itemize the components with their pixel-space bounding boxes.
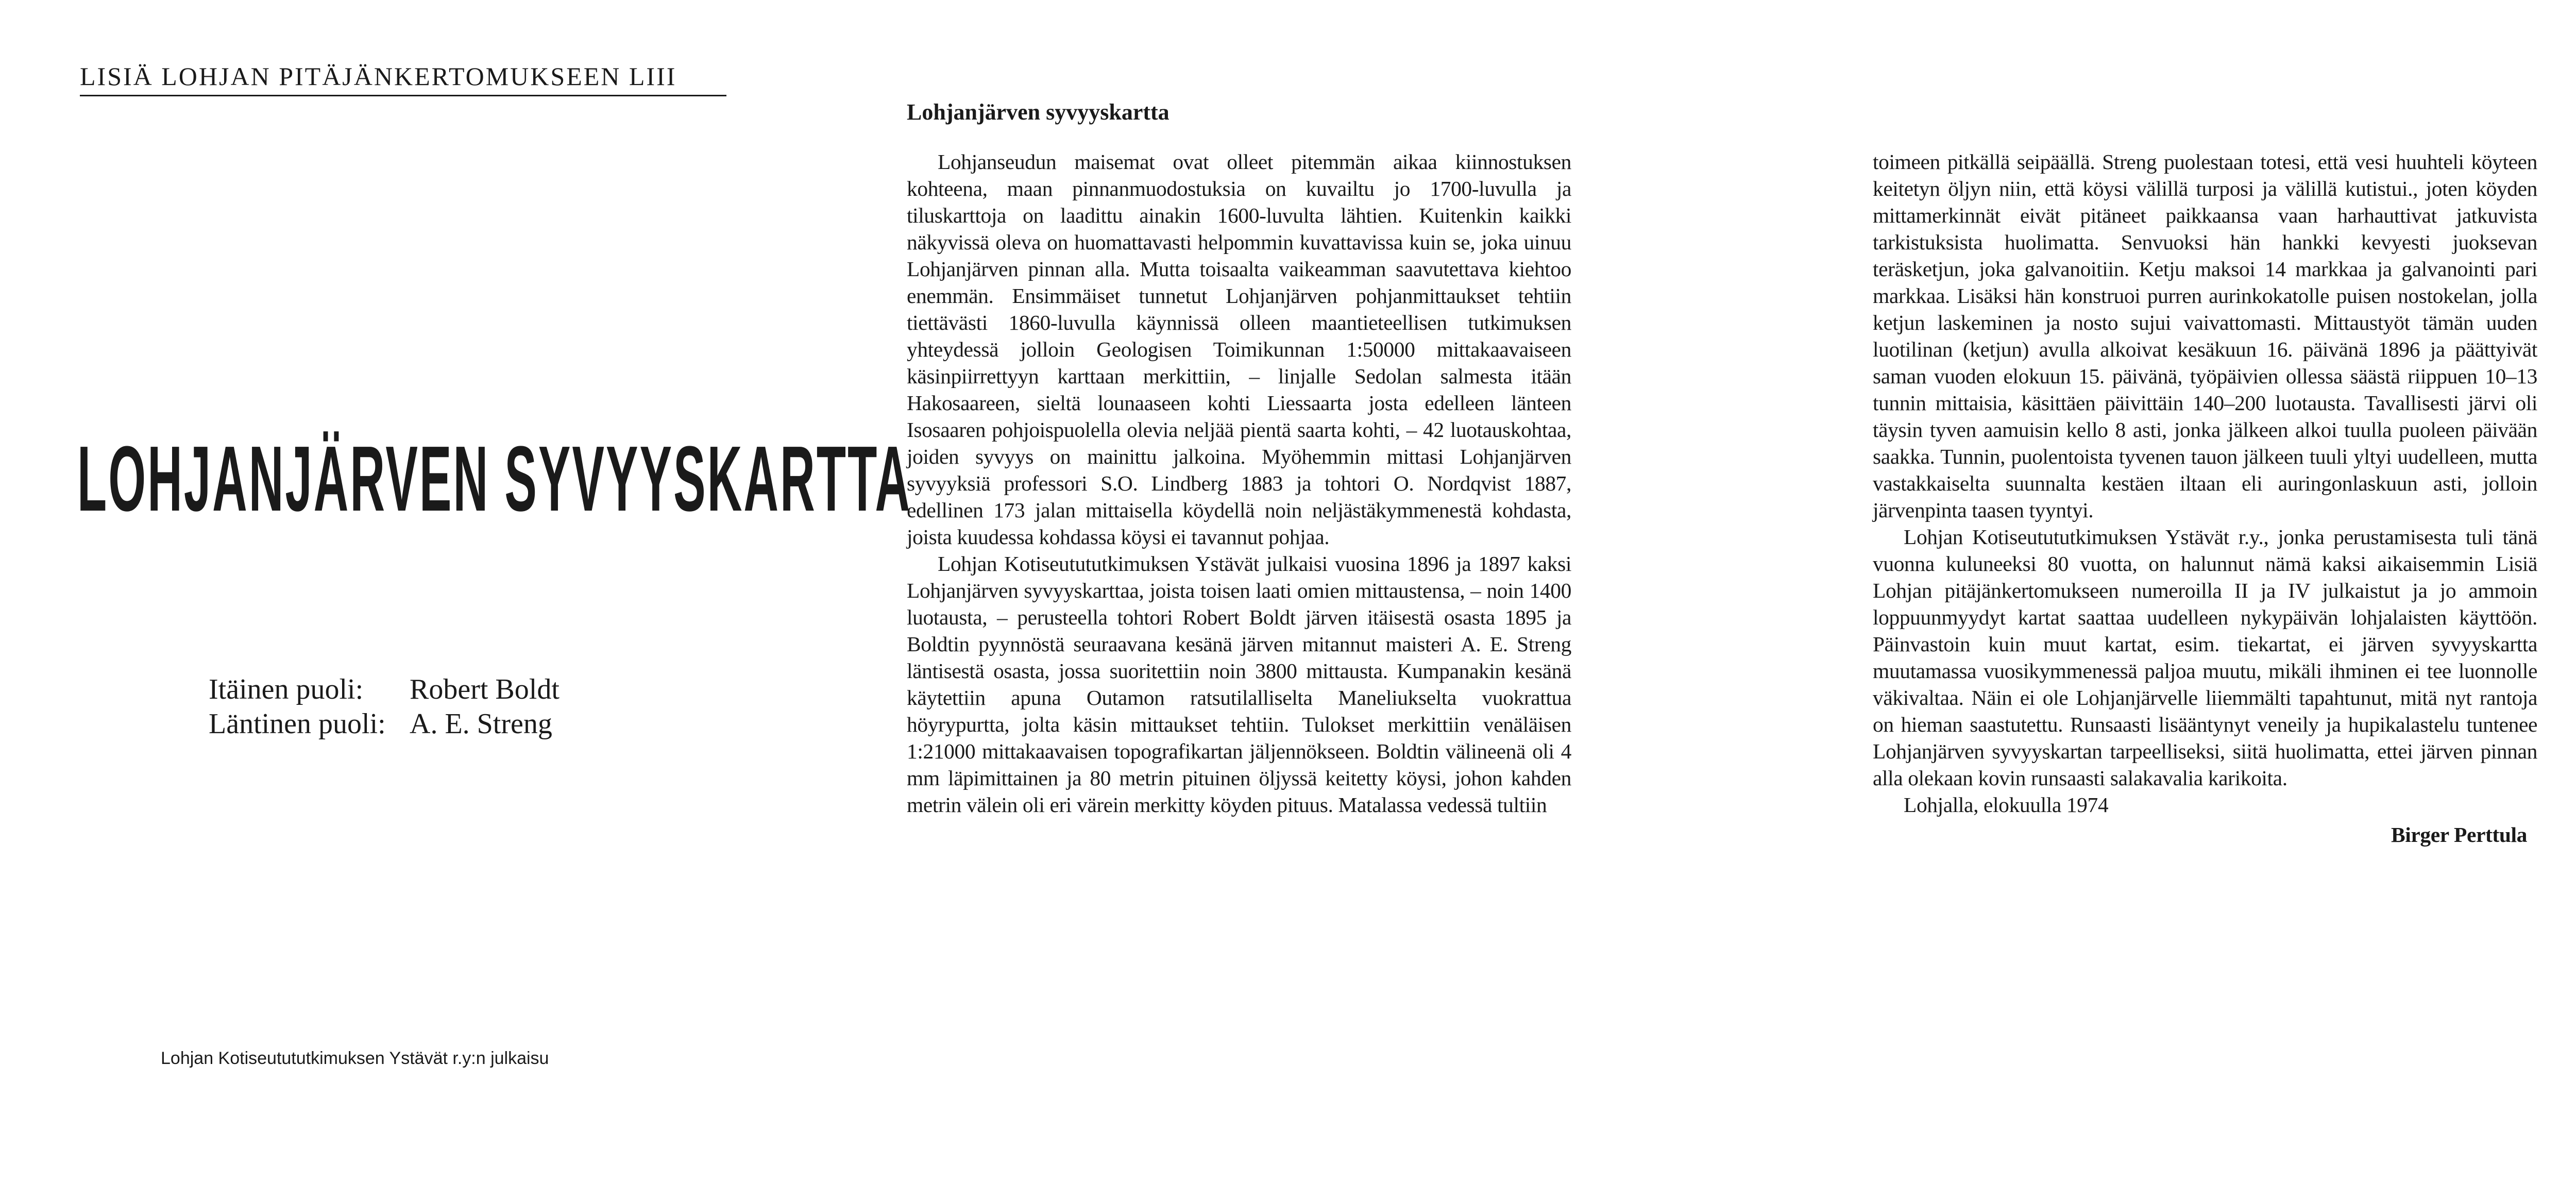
article-heading: Lohjanjärven syvyyskartta — [907, 99, 1170, 125]
credit-role: Läntinen puoli: — [209, 708, 386, 740]
credit-line-west — [209, 707, 560, 741]
series-header: LISIÄ LOHJAN PITÄJÄNKERTOMUKSEEN LIII — [80, 62, 726, 96]
main-title: LOHJANJÄRVEN SYVYYSKARTTA — [77, 427, 912, 531]
credit-name: Robert Boldt — [410, 673, 560, 705]
publisher-note: Lohjan Kotiseutututkimuksen Ystävät r.y:n julkaisu — [161, 1049, 549, 1068]
article-paragraph: toimeen pitkällä seipäällä. Streng puolestaan totesi, että vesi huuhteli köyteen keitetyn öljyn niin, että köysi välillä turposi ja välillä kutistui., joten köyden mittamerkinnät eivät pitäneet paikkaansa vaan harhauttivat jatkuvista tarkistuksista huolimatta. Senvuoksi hän hankki kevyesti juoksevan teräsketjun, joka galvanoitiin. Ketju maksoi 14 markkaa ja galvanointi pari markkaa. Lisäksi hän konstruoi purren aurinkokatolle puisen nostokelan, jolla ketjun laskeminen ja nosto sujui vaivattomasti. Mittaustyöt tämän uuden luotilinan (ketjun) avulla alkoivat kesäkuun 16. päivänä 1896 ja päättyivät saman vuoden elokuun 15. päivänä, työpäivien ollessa säästä riippuen 10–13 tunnin mittaisia, käsittäen päivittäin 140–200 luotausta. Tavallisesti järvi oli täysin tyven aamuisin kello 8 asti, jonka jälkeen alkoi tuulla puoleen päivään saakka. Tunnin, puolentoista tyvenen tauon jälkeen tuuli yltyi uudelleen, mutta vastakkaiselta suunnalta kestäen iltaan eli auringonlaskuun asti, jolloin järvenpinta taasen tyyntyi. — [1873, 150, 2537, 522]
article-signature: Birger Perttula — [2391, 823, 2527, 847]
article-paragraph: Lohjanseudun maisemat ovat olleet pitemmän aikaa kiinnostuksen kohteena, maan pinnanmuodostuksia on kuvailtu jo 1700-luvulla ja tiluskarttoja on laadittu ainakin 1600-luvulta lähtien. Kuitenkin kaikki näkyvissä oleva on huomattavasti helpommin kuvattavissa kuin se, joka uinuu Lohjanjärven pinnan alla. Mutta toisaalta vaikeamman saavutettava kiehtoo enemmän. Ensimmäiset tunnetut Lohjanjärven pohjanmittaukset tehtiin tiettävästi 1860-luvulla käynnissä olleen maantieteellisen tutkimuksen yhteydessä jolloin Geologisen Toimikunnan 1:50000 mittakaavaiseen käsinpiirrettyyn karttaan merkittiin, – linjalle Sedolan salmesta itään Hakosaareen, sieltä lounaaseen kohti Liessaarta josta edelleen länteen Isosaaren pohjoispuolella olevia neljää pientä saarta kohti, – 42 luotauskohtaa, joiden syvyys on mainittu jalkoina. Myöhemmin mittasi Lohjanjärven syvyyksiä professori S.O. Lindberg 1883 ja tohtori O. Nordqvist 1887, edellinen 173 jalan mittaisella köydellä noin neljästäkymmenestä kohdasta, joista kuudessa kohdassa köysi ei tavannut pohjaa. — [907, 150, 1571, 549]
credit-name: A. E. Streng — [410, 708, 552, 740]
article-paragraph: Lohjan Kotiseutututkimuksen Ystävät julkaisi vuosina 1896 ja 1897 kaksi Lohjanjärven syvyyskarttaa, joista toisen laati omien mittaustensa, – noin 1400 luotausta, – perusteella tohtori Robert Boldt järven itäisestä osasta 1895 ja Boldtin pyynnöstä seuraavana kesänä järven mitannut maisteri A. E. Streng läntisestä osasta, jossa suoritettiin noin 3800 mittausta. Kumpanakin kesänä käytettiin apuna Outamon ratsutilalliselta Maneliukselta vuokrattua höyrypurtta, jolta käsin mittaukset tehtiin. Tulokset merkittiin venäläisen 1:21000 mittakaavaisen topografikartan jäljennökseen. Boldtin välineenä oli 4 mm läpimittainen ja 80 metrin pituinen öljyssä keitetty köysi, johon kahden metrin välein oli eri värein merkitty köyden pituus. Matalassa vedessä tultiin — [907, 552, 1571, 817]
article-paragraph: Lohjan Kotiseutututkimuksen Ystävät r.y., jonka perustamisesta tuli tänä vuonna kuluneeksi 80 vuotta, on halunnut nämä kaksi aikaisemmin Lisiä Lohjan pitäjänkertomukseen numeroilla II ja IV julkaistut ja jo ammoin loppuunmyydyt kartat saattaa uudelleen nykypäivän lohjalaisten käyttöön. Päinvastoin kuin muut kartat, esim. tiekartat, ei järven syvyyskartta muutamassa vuosikymmenessä paljoa muutu, mikäli ihminen ei tee luonnolle väkivaltaa. Näin ei ole Lohjanjärvelle liiemmälti tapahtunut, mitä nyt rantoja on hieman saastutettu. Runsaasti lisääntynyt veneily ja hupikalastelu tuntenee Lohjanjärven syvyyskartan tarpeelliseksi, siitä huolimatta, ettei järven pinnan alla olekaan kovin runsaasti salakavalia karikoita. — [1873, 525, 2537, 790]
credit-role: Itäinen puoli: — [209, 673, 364, 705]
article-column-1 — [907, 148, 1571, 818]
credits — [209, 672, 560, 741]
article-dateline: Lohjalla, elokuulla 1974 — [1904, 793, 2109, 817]
credit-line-east — [209, 672, 560, 707]
article-column-2 — [1873, 148, 2537, 848]
